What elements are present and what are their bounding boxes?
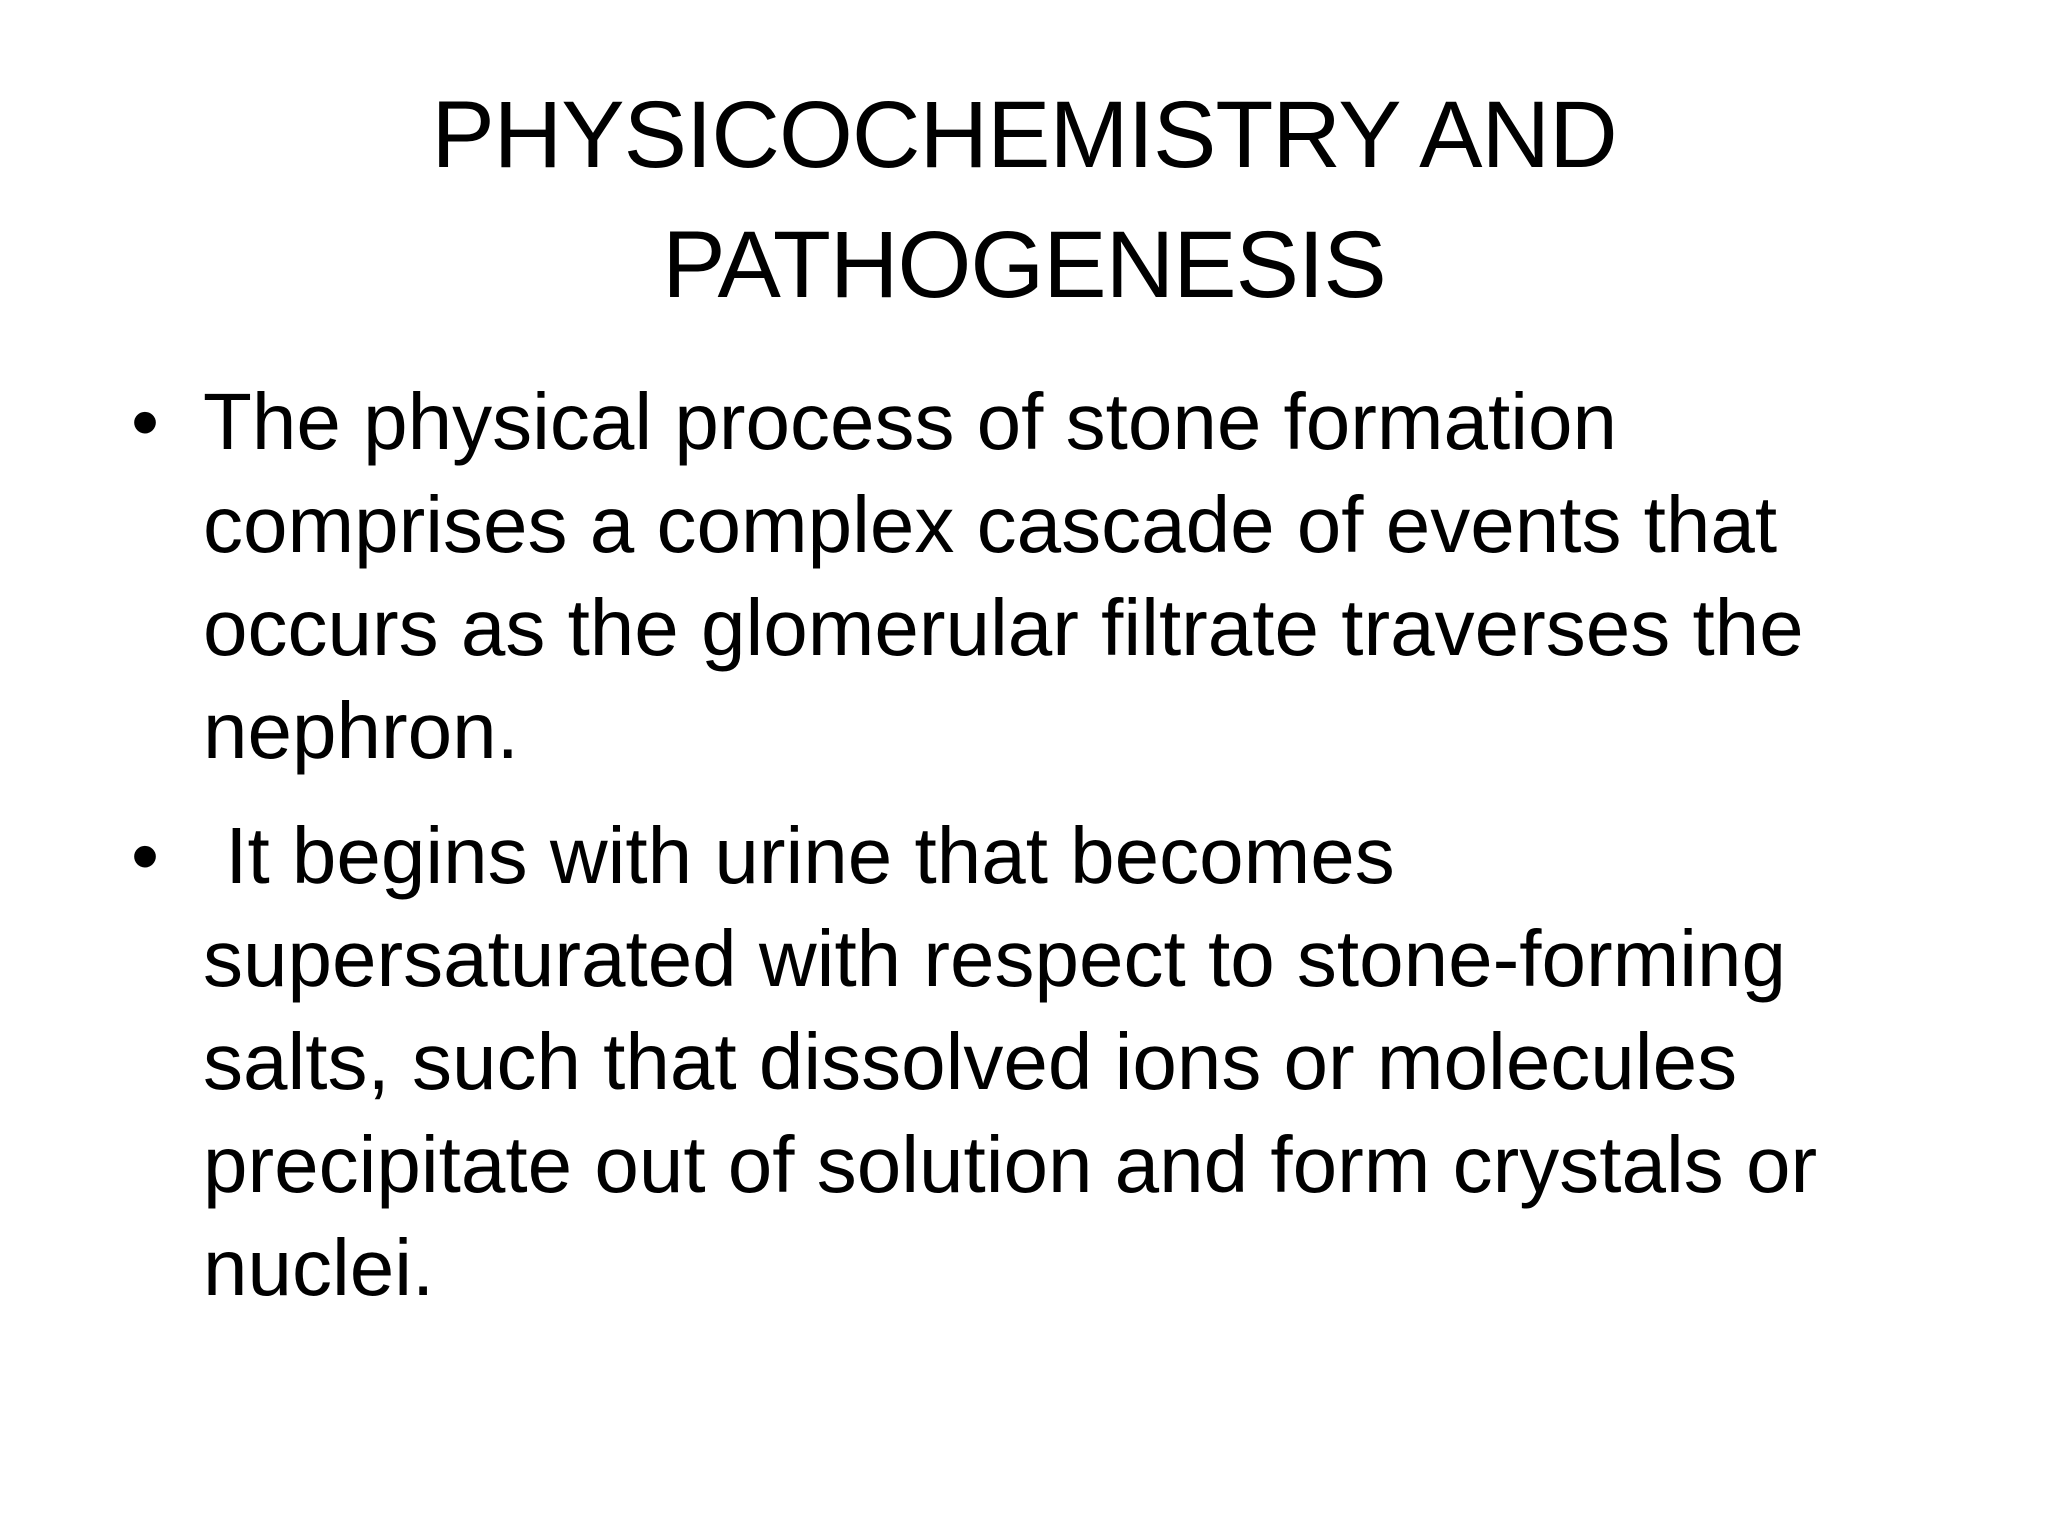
bullet-icon: • (130, 377, 159, 466)
bullet-1-line-1: The physical process of stone formation (203, 377, 1618, 466)
bullet-1-line-2: comprises a complex cascade of events that (203, 480, 1778, 569)
bullet-2-line-2: supersaturated with respect to stone-forming (203, 914, 1787, 1003)
bullet-1-line-4: nephron. (203, 686, 519, 775)
bullet-2-line-1: It begins with urine that becomes (203, 811, 1395, 900)
bullet-list (125, 370, 1955, 1341)
title-line-2: PATHOGENESIS (662, 212, 1386, 318)
bullet-icon: • (130, 811, 159, 900)
bullet-1-line-3: occurs as the glomerular filtrate traverses the (203, 583, 1804, 672)
bullet-item-1 (125, 370, 1955, 782)
bullet-2-line-3: salts, such that dissolved ions or molecules (203, 1017, 1738, 1106)
title-line-1: PHYSICOCHEMISTRY AND (431, 82, 1617, 188)
slide-title (140, 70, 1908, 330)
bullet-2-line-5: nuclei. (203, 1223, 435, 1312)
bullet-item-2 (125, 804, 1955, 1319)
bullet-2-line-4: precipitate out of solution and form crystals or (203, 1120, 1818, 1209)
